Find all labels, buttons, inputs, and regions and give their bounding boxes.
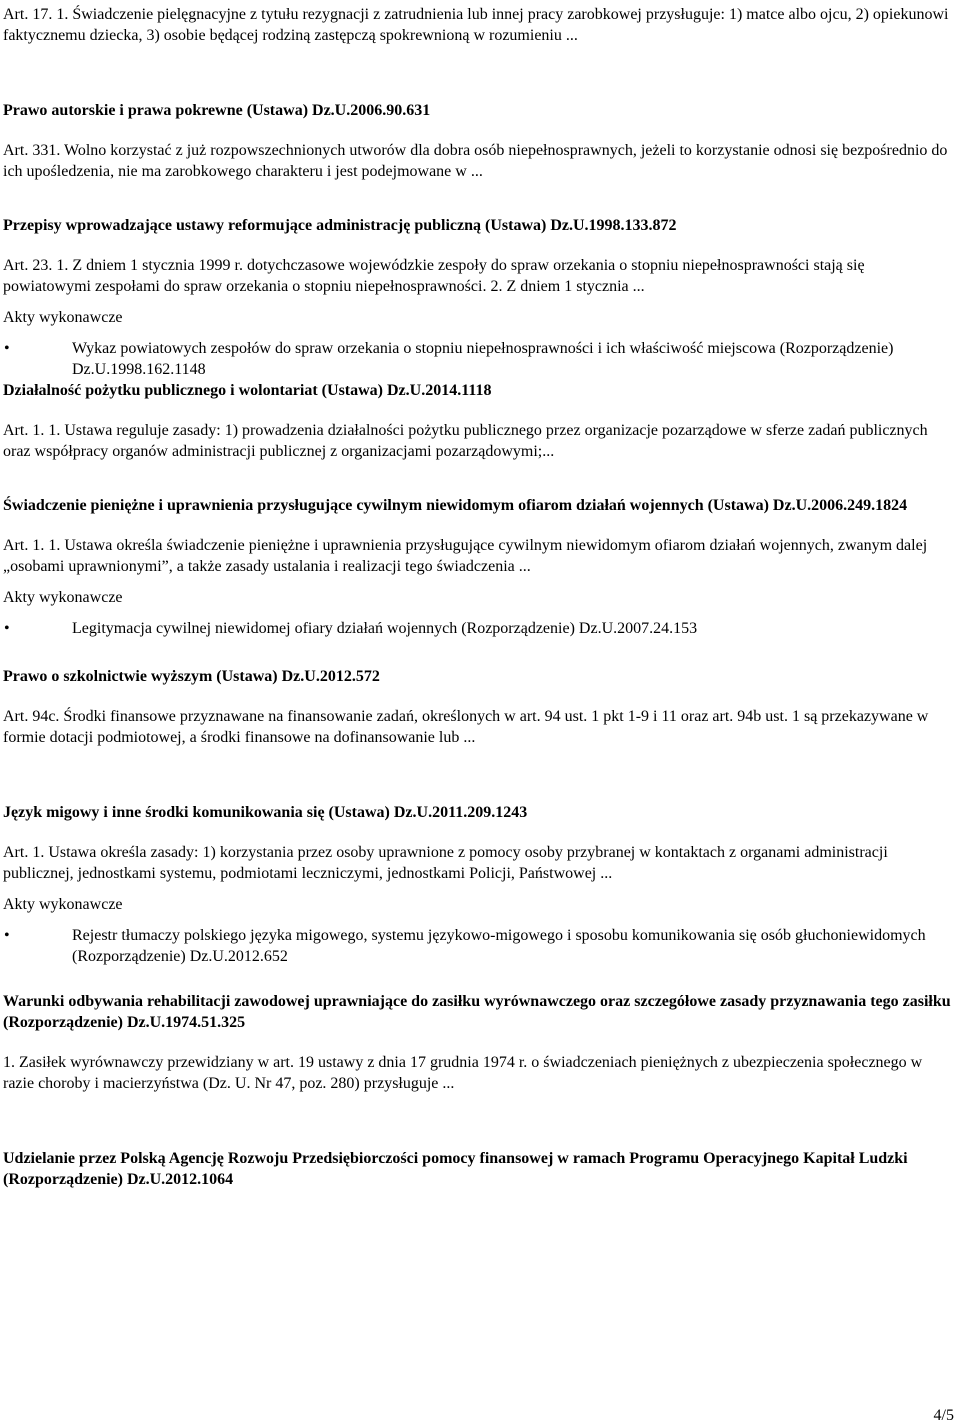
section-title: Język migowy i inne środki komunikowania się (Ustawa) Dz.U.2011.209.1243 — [3, 804, 528, 821]
bullet: • — [4, 620, 10, 637]
section-excerpt: Art. 23. 1. Z dniem 1 stycznia 1999 r. dotychczasowe wojewódzkie zespoły do spraw orzekania o stopniu niepełnosprawności stają się powiatowymi zespołami do spraw orzekania o stopniu niepełnosprawności. 2. Z dniem 1 stycznia ... — [3, 257, 865, 295]
acts-list-item — [3, 618, 955, 639]
intro-excerpt: Art. 17. 1. Świadczenie pielęgnacyjne z tytułu rezygnacji z zatrudnienia lub innej pracy zarobkowej przysługuje: 1) matce albo ojcu, 2) opiekunowi faktycznemu dziecka, 3) osobie będącej rodziną zastępczą spokrewnioną w rozumieniu ... — [3, 6, 949, 44]
acts-label: Akty wykonawcze — [3, 896, 123, 913]
section-title: Prawo o szkolnictwie wyższym (Ustawa) Dz.U.2012.572 — [3, 668, 380, 685]
section-excerpt: Art. 94c. Środki finansowe przyznawane na finansowanie zadań, określonych w art. 94 ust. 1 pkt 1-9 i 11 oraz art. 94b ust. 1 są przekazywane w formie dotacji podmiotowej, a środki finansowe na dofinansowanie lub ... — [3, 708, 929, 746]
bullet: • — [4, 927, 10, 944]
page-number: 4/5 — [933, 1407, 954, 1424]
section-excerpt: Art. 1. Ustawa określa zasady: 1) korzystania przez osoby uprawnione z pomocy osoby przybranej w kontaktach z organami administracji publicznej, jednostkami systemu, podmiotami leczniczymi, jednostkami Policji, Państwowej ... — [3, 844, 888, 882]
section-title: Warunki odbywania rehabilitacji zawodowej uprawniające do zasiłku wyrównawczego oraz szczegółowe zasady przyznawania tego zasiłku (Rozporządzenie) Dz.U.1974.51.325 — [3, 993, 951, 1031]
acts-list-item — [3, 338, 955, 380]
acts-label: Akty wykonawcze — [3, 589, 123, 606]
section-title: Prawo autorskie i prawa pokrewne (Ustawa) Dz.U.2006.90.631 — [3, 102, 431, 119]
acts-label: Akty wykonawcze — [3, 309, 123, 326]
section-excerpt: Art. 331. Wolno korzystać z już rozpowszechnionych utworów dla dobra osób niepełnosprawnych, jeżeli to korzystanie odnosi się bezpośrednio do ich upośledzenia, nie ma zarobkowego charakteru i jest podejmowane w ... — [3, 142, 948, 180]
section-excerpt: 1. Zasiłek wyrównawczy przewidziany w art. 19 ustawy z dnia 17 grudnia 1974 r. o świadczeniach pieniężnych z ubezpieczenia społecznego w razie choroby i macierzyństwa (Dz. U. Nr 47, poz. 280) przysługuje ... — [3, 1054, 923, 1092]
section-excerpt: Art. 1. 1. Ustawa określa świadczenie pieniężne i uprawnienia przysługujące cywilnym niewidomym ofiarom działań wojennych, zwanym dalej „osobami uprawnionymi”, a także zasady ustalania i realizacji tego świadczenia ... — [3, 537, 928, 575]
section-title: Udzielanie przez Polską Agencję Rozwoju Przedsiębiorczości pomocy finansowej w ramach Programu Operacyjnego Kapitał Ludzki (Rozporządzenie) Dz.U.2012.1064 — [3, 1150, 908, 1188]
section-title: Świadczenie pieniężne i uprawnienia przysługujące cywilnym niewidomym ofiarom działań wojennych (Ustawa) Dz.U.2006.249.1824 — [3, 497, 908, 514]
acts-item-text: Wykaz powiatowych zespołów do spraw orzekania o stopniu niepełnosprawności i ich właściwość miejscowa (Rozporządzenie) Dz.U.1998.162.1148 — [72, 340, 894, 378]
section-excerpt: Art. 1. 1. Ustawa reguluje zasady: 1) prowadzenia działalności pożytku publicznego przez organizacje pozarządowe w sferze zadań publicznych oraz współpracy organów administracji publicznej z organizacjami pozarządowymi;... — [3, 422, 928, 460]
document-page — [3, 4, 955, 1190]
acts-list-item — [3, 925, 955, 967]
acts-item-text: Legitymacja cywilnej niewidomej ofiary działań wojennych (Rozporządzenie) Dz.U.2007.24.153 — [72, 620, 698, 637]
bullet: • — [4, 340, 10, 357]
acts-item-text: Rejestr tłumaczy polskiego języka migowego, systemu językowo-migowego i sposobu komunikowania się osób głuchoniewidomych (Rozporządzenie) Dz.U.2012.652 — [72, 927, 926, 965]
section-title: Przepisy wprowadzające ustawy reformujące administrację publiczną (Ustawa) Dz.U.1998.133.872 — [3, 217, 677, 234]
section-title: Działalność pożytku publicznego i wolontariat (Ustawa) Dz.U.2014.1118 — [3, 382, 492, 399]
